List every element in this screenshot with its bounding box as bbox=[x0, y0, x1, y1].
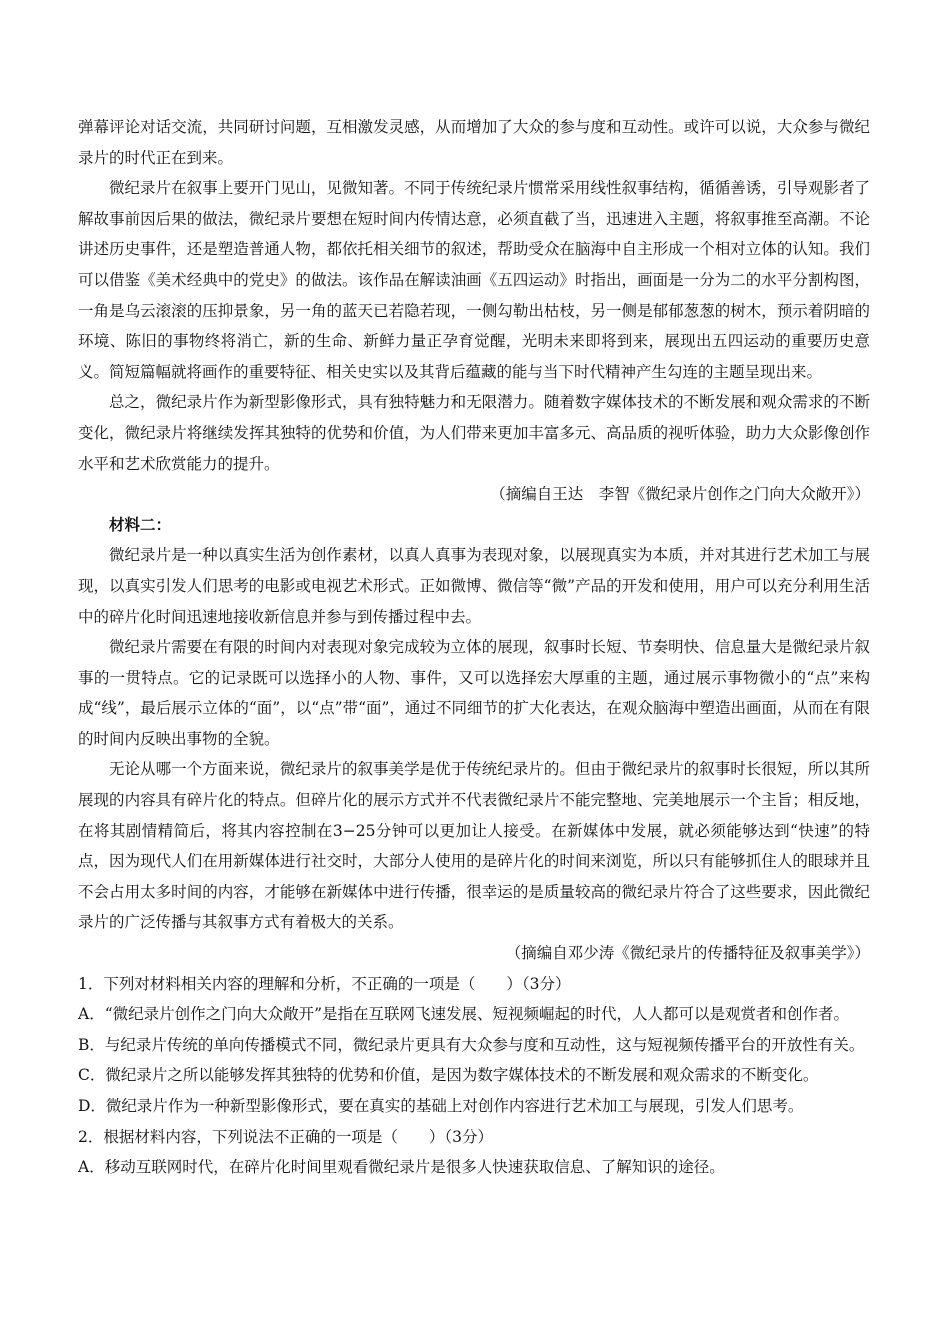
material2-paragraph-2: 微纪录片需要在有限的时间内对表现对象完成较为立体的展现，叙事时长短、节奏明快、信息量大是微纪录片叙事的一贯特点。它的记录既可以选择小的人物、事件，又可以选择宏大厚重的主题，通过展示事物微小的“点”来构成“线”，最后展示立体的“面”，以“点”带“面”，通过不同细节的扩大化表达，在观众脑海中塑造出画面，从而在有限的时间内反映出事物的全貌。 bbox=[78, 638, 870, 748]
question-1-option-a: A．“微纪录片创作之门向大众敞开”是指在互联网飞速发展、短视频崛起的时代，人人都可以是观赏者和创作者。 bbox=[78, 1005, 850, 1024]
material1-source: （摘编自王达 李智《微纪录片创作之门向大众敞开》） bbox=[490, 485, 870, 504]
question-2-option-a: A．移动互联网时代，在碎片化时间里观看微纪录片是很多人快速获取信息、了解知识的途径。 bbox=[78, 1158, 725, 1177]
document-page bbox=[78, 112, 870, 1183]
material2-source: （摘编自邓少涛《微纪录片的传播特征及叙事美学》） bbox=[505, 944, 870, 963]
material2-paragraph-1: 微纪录片是一种以真实生活为创作素材，以真人真事为表现对象，以展现真实为本质，并对其进行艺术加工与展现，以真实引发人们思考的电影或电视艺术形式。正如微博、微信等“微”产品的开发和使用，用户可以充分利用生活中的碎片化时间迅速地接收新信息并参与到传播过程中去。 bbox=[78, 546, 870, 626]
material2-paragraph-3: 无论从哪一个方面来说，微纪录片的叙事美学是优于传统纪录片的。但由于微纪录片的叙事时长很短，所以其所展现的内容具有碎片化的特点。但碎片化的展示方式并不代表微纪录片不能完整地、完美地展示一个主旨；相反地，在将其剧情精简后，将其内容控制在3−25分钟可以更加让人接受。在新媒体中发展，就必须能够达到“快速”的特点，因为现代人们在用新媒体进行社交时，大部分人使用的是碎片化的时间来浏览，所以只有能够抓住人的眼球并且不会占用太多时间的内容，才能够在新媒体中进行传播，很幸运的是质量较高的微纪录片符合了这些要求，因此微纪录片的广泛传播与其叙事方式有着极大的关系。 bbox=[78, 760, 870, 932]
question-1-option-c: C．微纪录片之所以能够发挥其独特的优势和价值，是因为数字媒体技术的不断发展和观众需求的不断变化。 bbox=[78, 1066, 819, 1085]
material1-paragraph-1: 微纪录片在叙事上要开门见山，见微知著。不同于传统纪录片惯常采用线性叙事结构，循循善诱，引导观影者了解故事前因后果的做法，微纪录片要想在短时间内传情达意，必须直截了当，迅速进入主题，将叙事推至高潮。不论讲述历史事件，还是塑造普通人物，都依托相关细节的叙述，帮助受众在脑海中自主形成一个相对立体的认知。我们可以借鉴《美术经典中的党史》的做法。该作品在解读油画《五四运动》时指出，画面是一分为二的水平分割构图，一角是乌云滚滚的压抑景象，另一角的蓝天已若隐若现，一侧勾勒出枯枝，另一侧是郁郁葱葱的树木，预示着阴暗的环境、陈旧的事物终将消亡，新的生命、新鲜力量正孕育觉醒，光明未来即将到来，展现出五四运动的重要历史意义。简短篇幅就将画作的重要特征、相关史实以及其背后蕴藏的能与当下时代精神产生勾连的主题呈现出来。 bbox=[78, 179, 870, 381]
question-1-option-d: D．微纪录片作为一种新型影像形式，要在真实的基础上对创作内容进行艺术加工与展现，引发人们思考。 bbox=[78, 1097, 804, 1115]
material2-heading: 材料二： bbox=[109, 514, 172, 534]
question-1: 1．下列对材料相关内容的理解和分析，不正确的一项是（ ）（3分） bbox=[78, 974, 571, 993]
material1-paragraph-2: 总之，微纪录片作为新型影像形式，具有独特魅力和无限潜力。随着数字媒体技术的不断发展和观众需求的不断变化，微纪录片将继续发挥其独特的优势和价值，为人们带来更加丰富多元、高品质的视听体验，助力大众影像创作水平和艺术欣赏能力的提升。 bbox=[78, 393, 870, 473]
question-2: 2．根据材料内容，下列说法不正确的一项是（ ）（3分） bbox=[78, 1127, 493, 1146]
material1-paragraph-0: 弹幕评论对话交流，共同研讨问题，互相激发灵感，从而增加了大众的参与度和互动性。或许可以说，大众参与微纪录片的时代正在到来。 bbox=[78, 118, 870, 167]
question-1-option-b: B．与纪录片传统的单向传播模式不同，微纪录片更具有大众参与度和互动性，这与短视频传播平台的开放性有关。 bbox=[78, 1035, 865, 1054]
